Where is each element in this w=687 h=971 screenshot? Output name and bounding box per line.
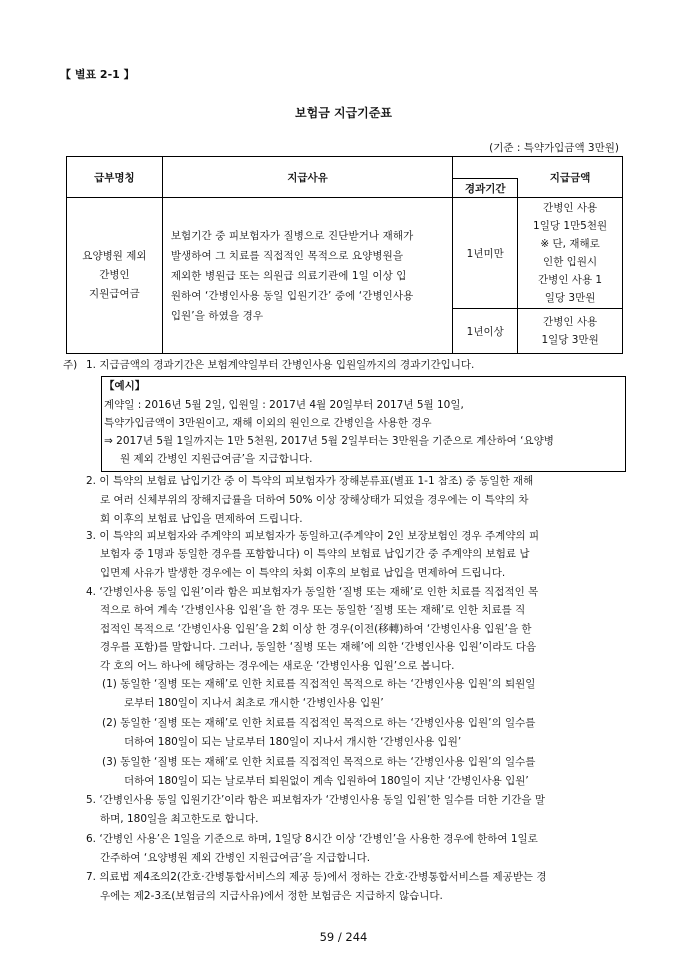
note-4-line: 경우를 포함)를 말합니다. 그러나, 동일한 ‘질병 또는 재해’에 의한 ‘간병인사용 입원’이라도 다음 xyxy=(100,641,537,653)
page-number: 59 / 244 xyxy=(319,930,368,944)
note-7-line: 7. 의료법 제4조의2(간호·간병통합서비스의 제공 등)에서 정하는 간호·간병통합서비스를 제공받는 경 xyxy=(86,871,547,883)
note-4-sub-line: 더하여 180일이 되는 날로부터 퇴원없이 계속 입원하여 180일이 지난 ‘간병인사용 입원’ xyxy=(124,775,529,787)
amount-cell-over-1yr xyxy=(518,309,623,354)
reason-line: 원하여 ‘간병인사용 동일 입원기간’ 중에 ‘간병인사용 xyxy=(170,289,414,302)
note-4-line: 4. ‘간병인사용 동일 입원’이라 함은 피보험자가 동일한 ‘질병 또는 재해’로 인한 치료를 직접적인 목 xyxy=(86,586,539,598)
amount-line: 인한 입원시 xyxy=(543,256,598,268)
note-4-sub-line: 로부터 180일이 지나서 최초로 개시한 ‘간병인사용 입원’ xyxy=(124,697,384,709)
note-4-line: 접적인 목적으로 ‘간병인사용 입원’을 2회 이상 한 경우(이전(移轉)하여 ‘간병인사용 입원’을 한 xyxy=(100,623,532,635)
notes-prefix: 주) xyxy=(63,359,78,371)
note-4-line: 각 호의 어느 하나에 해당하는 경우에는 새로운 ‘간병인사용 입원’으로 봅니다. xyxy=(100,660,455,672)
example-line: 특약가입금액이 3만원이고, 재해 이외의 원인으로 간병인을 사용한 경우 xyxy=(104,417,432,429)
note-4-sub-line: (2) 동일한 ‘질병 또는 재해’로 인한 치료를 직접적인 목적으로 하는 ‘간병인사용 입원’의 일수를 xyxy=(102,717,536,729)
amount-line: ※ 단, 재해로 xyxy=(540,238,600,250)
note-2-line: 2. 이 특약의 보험료 납입기간 중 이 특약의 피보험자가 장해분류표(별표 1-1 참조) 중 동일한 재해 xyxy=(86,475,534,487)
header-period: 경과기간 xyxy=(453,179,518,198)
reason-line: 제외한 병원급 또는 의원급 의료기관에 1일 이상 입 xyxy=(170,269,407,282)
note-3-line: 3. 이 특약의 피보험자와 주계약의 피보험자가 동일하고(주계약이 2인 보장보험인 경우 주계약의 피 xyxy=(86,530,540,542)
note-5-line: 5. ‘간병인사용 동일 입원기간’이라 함은 피보험자가 ‘간병인사용 동일 입원’한 일수를 더한 기간을 말 xyxy=(86,794,545,806)
note-3-line: 보험자 중 1명과 동일한 경우를 포함합니다) 이 특약의 보험료 납입기간 중 주계약의 보험료 납 xyxy=(100,548,530,560)
benefit-table xyxy=(66,156,623,354)
note-1: 1. 지급금액의 경과기간은 보험계약일부터 간병인사용 입원일까지의 경과기간입니다. xyxy=(86,359,475,371)
document-title: 보험금 지급기준표 xyxy=(295,106,392,120)
note-6-line: 간주하여 ‘요양병원 제외 간병인 지원급여금’을 지급합니다. xyxy=(100,852,371,864)
benefit-name-line: 지원급여금 xyxy=(89,288,140,300)
annex-label: 【 별표 2-1 】 xyxy=(60,68,135,81)
note-2-line: 회 이후의 보험료 납입을 면제하여 드립니다. xyxy=(100,513,303,525)
reason-line: 보험기간 중 피보험자가 질병으로 진단받거나 재해가 xyxy=(170,229,414,242)
note-4-line: 적으로 하여 계속 ‘간병인사용 입원’을 한 경우 또는 동일한 ‘질병 또는 재해’로 인한 치료를 직 xyxy=(100,604,526,616)
note-4-sub-line: 더하여 180일이 되는 날로부터 180일이 지나서 개시한 ‘간병인사용 입원’ xyxy=(124,736,462,748)
amount-line: 일당 3만원 xyxy=(544,292,596,304)
benefit-name-cell xyxy=(67,198,163,354)
amount-line: 1일당 1만5천원 xyxy=(533,220,608,232)
header-benefit-name: 급부명칭 xyxy=(67,157,163,198)
note-4-sub-line: (1) 동일한 ‘질병 또는 재해’로 인한 치료를 직접적인 목적으로 하는 ‘간병인사용 입원’의 퇴원일 xyxy=(102,678,536,690)
note-5-line: 하며, 180일을 최고한도로 합니다. xyxy=(100,813,259,825)
reason-line: 입원’을 하였을 경우 xyxy=(170,309,264,322)
period-cell-under-1yr: 1년미만 xyxy=(453,198,518,309)
reason-cell xyxy=(162,198,452,354)
note-2-line: 로 여러 신체부위의 장해지급률을 더하여 50% 이상 장해상태가 되었을 경우에는 이 특약의 차 xyxy=(100,494,529,506)
note-3-line: 입면제 사유가 발생한 경우에는 이 특약의 차회 이후의 보험료 납입을 면제하여 드립니다. xyxy=(100,567,506,579)
example-line: ⇒ 2017년 5월 1일까지는 1만 5천원, 2017년 5월 2일부터는 3만원을 기준으로 계산하여 ‘요양병 xyxy=(104,435,554,447)
note-4-sub-line: (3) 동일한 ‘질병 또는 재해’로 인한 치료를 직접적인 목적으로 하는 ‘간병인사용 입원’의 일수를 xyxy=(102,756,536,768)
example-label: 【예시】 xyxy=(104,380,146,392)
amount-line: 1일당 3만원 xyxy=(541,334,599,346)
benefit-name-line: 간병인 xyxy=(99,269,130,281)
amount-line: 간병인 사용 xyxy=(543,316,598,328)
amount-line: 간병인 사용 1 xyxy=(538,274,603,286)
example-line: 계약일 : 2016년 5월 2일, 입원일 : 2017년 4월 20일부터 2017년 5월 10일, xyxy=(104,399,464,411)
benefit-name-line: 요양병원 제외 xyxy=(82,250,147,262)
amount-cell-under-1yr xyxy=(518,198,623,309)
note-7-line: 우에는 제2-3조(보험금의 지급사유)에서 정한 보험금은 지급하지 않습니다. xyxy=(100,890,443,902)
reason-line: 발생하여 그 치료를 직접적인 목적으로 요양병원을 xyxy=(170,249,404,262)
header-blank xyxy=(453,157,518,179)
period-cell-over-1yr: 1년이상 xyxy=(453,309,518,354)
header-amount: 지급금액 xyxy=(518,157,623,198)
example-line: 원 제외 간병인 지원급여금’을 지급합니다. xyxy=(120,453,313,465)
note-6-line: 6. ‘간병인 사용’은 1일을 기준으로 하며, 1일당 8시간 이상 ‘간병인’을 사용한 경우에 한하여 1일로 xyxy=(86,833,538,845)
amount-line: 간병인 사용 xyxy=(543,202,598,214)
header-reason: 지급사유 xyxy=(162,157,452,198)
basis-note: (기준 : 특약가입금액 3만원) xyxy=(489,142,619,154)
